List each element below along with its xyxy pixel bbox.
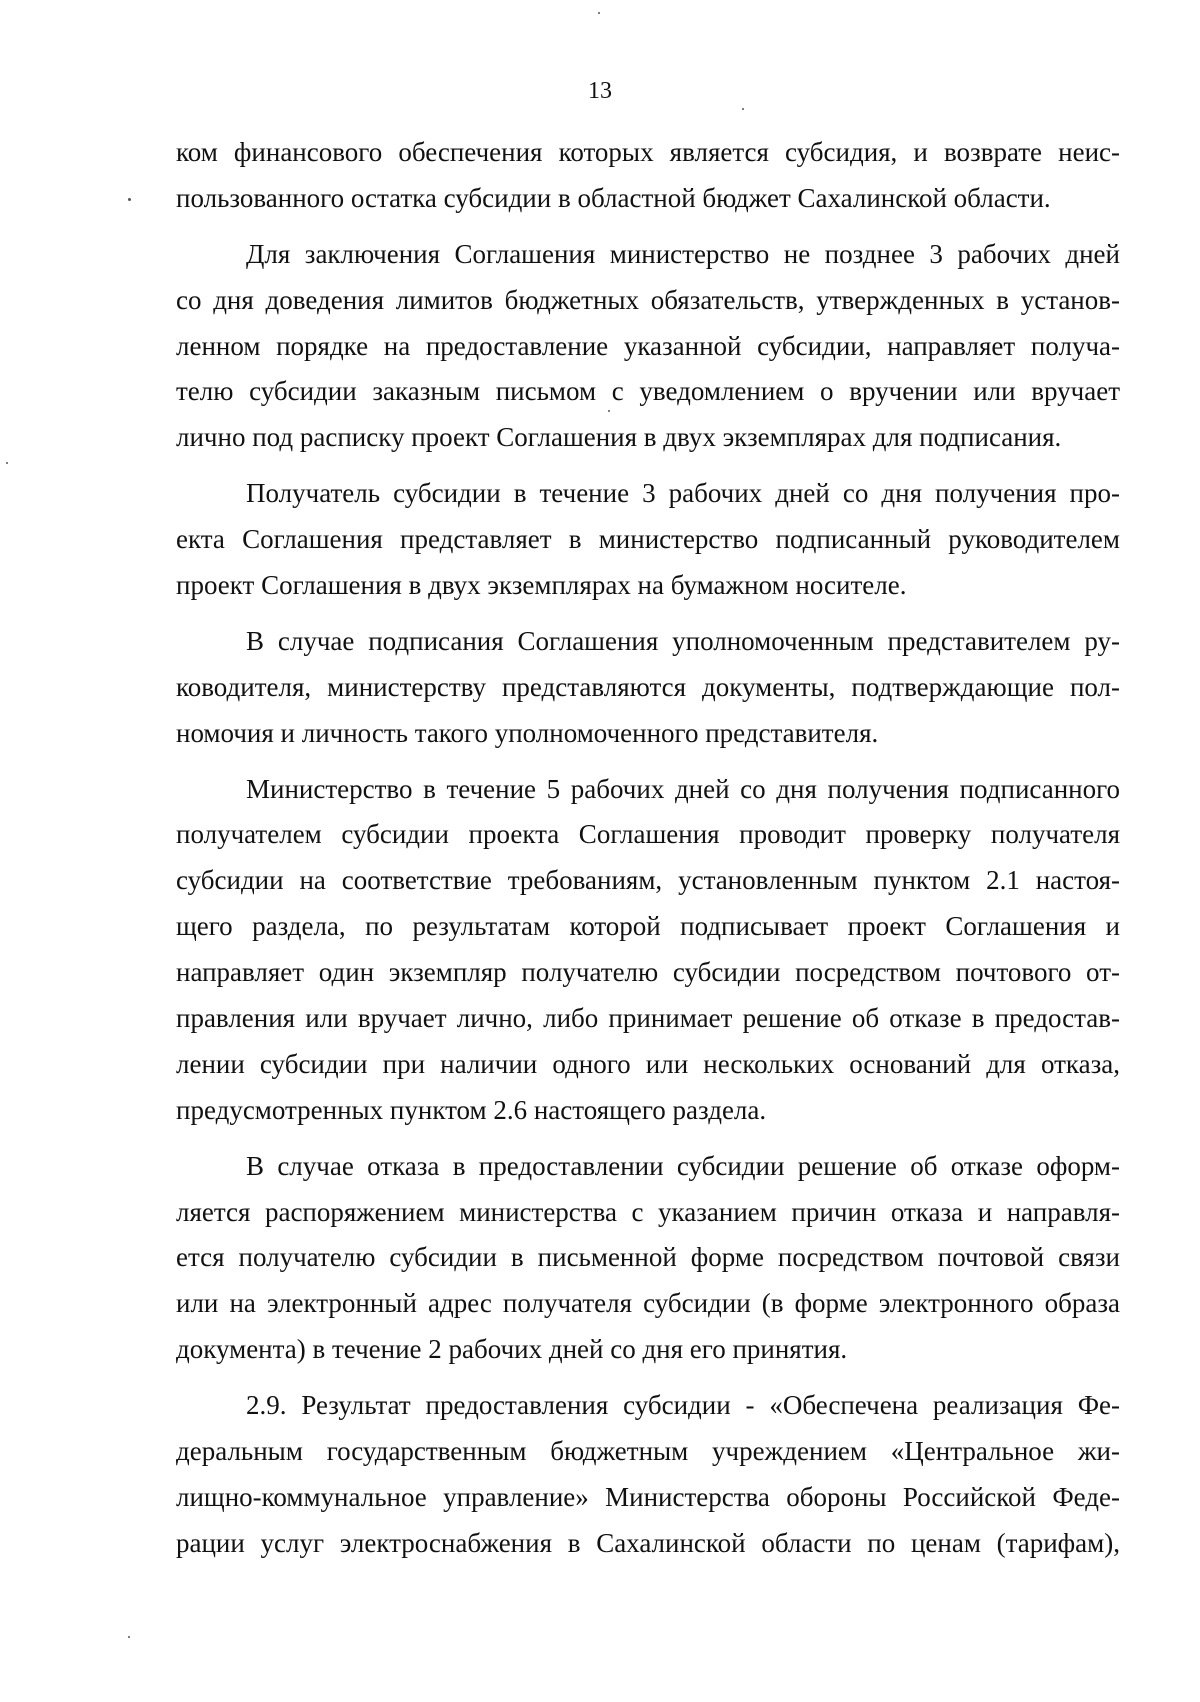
text-line: деральным государственным бюджетным учреждением «Центральное жи- bbox=[176, 1436, 1120, 1467]
text-line: предусмотренных пунктом 2.6 настоящего раздела. bbox=[176, 1094, 767, 1125]
text-line: ководителя, министерству представляются документы, подтверждающие пол- bbox=[176, 671, 1120, 702]
paragraph bbox=[176, 1144, 1120, 1373]
text-line: Министерство в течение 5 рабочих дней со дня получения подписанного bbox=[246, 773, 1120, 804]
paragraph bbox=[176, 471, 1120, 609]
body-text bbox=[176, 130, 1120, 1567]
text-line: со дня доведения лимитов бюджетных обязательств, утвержденных в установ- bbox=[176, 284, 1120, 315]
text-line: В случае подписания Соглашения уполномоченным представителем ру- bbox=[246, 625, 1120, 656]
text-line: екта Соглашения представляет в министерство подписанный руководителем bbox=[176, 524, 1120, 555]
paragraph bbox=[176, 130, 1120, 222]
text-line: щего раздела, по результатам которой подписывает проект Соглашения и bbox=[176, 911, 1120, 942]
paragraph bbox=[176, 767, 1120, 1134]
page-number: 13 bbox=[588, 78, 612, 104]
text-line: В случае отказа в предоставлении субсидии решение об отказе оформ- bbox=[246, 1150, 1120, 1181]
text-line: лично под расписку проект Соглашения в двух экземплярах для подписания. bbox=[176, 422, 1062, 453]
scan-speck bbox=[128, 1636, 130, 1638]
paragraph bbox=[176, 1383, 1120, 1567]
text-line: лищно-коммунальное управление» Министерства обороны Российской Феде- bbox=[176, 1481, 1120, 1512]
text-line: ленном порядке на предоставление указанной субсидии, направляет получа- bbox=[176, 330, 1120, 361]
text-line: номочия и личность такого уполномоченного представителя. bbox=[176, 717, 879, 748]
text-line: ляется распоряжением министерства с указанием причин отказа и направля- bbox=[176, 1196, 1120, 1227]
text-line: телю субсидии заказным письмом с уведомлением о вручении или вручает bbox=[176, 376, 1120, 407]
text-line: лении субсидии при наличии одного или нескольких оснований для отказа, bbox=[176, 1048, 1120, 1079]
text-line: направляет один экземпляр получателю субсидии посредством почтового от- bbox=[176, 957, 1120, 988]
text-line: субсидии на соответствие требованиям, установленным пунктом 2.1 настоя- bbox=[176, 865, 1120, 896]
scan-speck bbox=[598, 12, 600, 14]
text-line: получателем субсидии проекта Соглашения проводит проверку получателя bbox=[176, 819, 1120, 850]
text-line: 2.9. Результат предоставления субсидии - «Обеспечена реализация Фе- bbox=[246, 1390, 1120, 1421]
text-line: ком финансового обеспечения которых является субсидия, и возврате неис- bbox=[176, 137, 1120, 167]
scan-speck bbox=[6, 462, 8, 464]
paragraph bbox=[176, 619, 1120, 757]
text-line: ется получателю субсидии в письменной форме посредством почтовой связи bbox=[176, 1242, 1120, 1273]
text-line: проект Соглашения в двух экземплярах на бумажном носителе. bbox=[176, 570, 907, 601]
text-line: Получатель субсидии в течение 3 рабочих дней со дня получения про- bbox=[246, 478, 1120, 509]
text-line: пользованного остатка субсидии в областной бюджет Сахалинской области. bbox=[176, 182, 1051, 213]
scan-speck bbox=[608, 410, 610, 412]
paragraph bbox=[176, 232, 1120, 461]
scan-speck bbox=[742, 108, 744, 110]
text-line: правления или вручает лично, либо принимает решение об отказе в предостав- bbox=[176, 1003, 1120, 1034]
text-line: Для заключения Соглашения министерство не позднее 3 рабочих дней bbox=[246, 238, 1120, 269]
text-line: рации услуг электроснабжения в Сахалинской области по ценам (тарифам), bbox=[176, 1527, 1120, 1558]
text-line: документа) в течение 2 рабочих дней со дня его принятия. bbox=[176, 1334, 848, 1365]
scan-speck bbox=[128, 198, 131, 201]
text-line: или на электронный адрес получателя субсидии (в форме электронного образа bbox=[176, 1288, 1120, 1319]
